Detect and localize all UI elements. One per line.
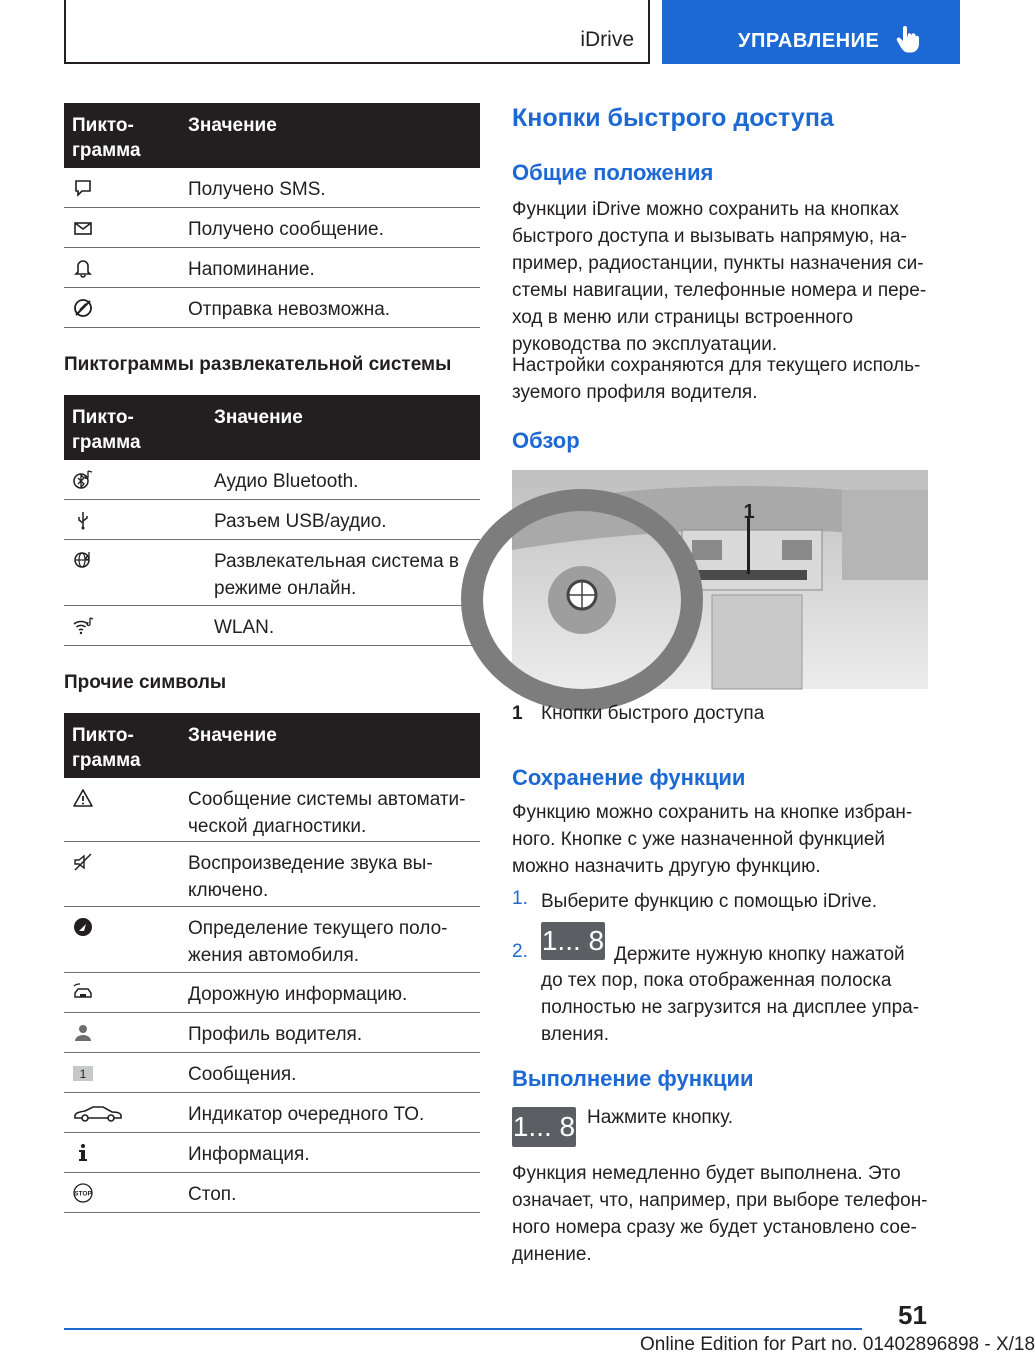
dashboard-illustration bbox=[512, 470, 928, 689]
header-meaning: Значение bbox=[188, 115, 277, 136]
driver-profile-icon bbox=[72, 1022, 94, 1044]
row-text: Разъем USB/аудио. bbox=[214, 511, 387, 532]
bell-icon bbox=[72, 257, 94, 279]
traffic-info-icon bbox=[72, 982, 94, 1004]
table-row bbox=[64, 248, 480, 288]
table-row bbox=[64, 500, 480, 540]
step-2-text-b: до тех пор, пока отображенная полоска полностью не загрузится на дисплее упра-вления. bbox=[541, 970, 920, 1045]
header-section-box bbox=[64, 0, 650, 64]
execute-press-text: Нажмите кнопку. bbox=[587, 1107, 734, 1128]
row-text: Развлекательная система в режиме онлайн. bbox=[214, 551, 460, 599]
row-text: Сообщения. bbox=[188, 1064, 297, 1085]
table-header bbox=[64, 103, 480, 168]
header-pictogram: Пикто- грамма bbox=[72, 725, 141, 771]
row-text: Воспроизведение звука вы- ключено. bbox=[188, 853, 433, 901]
table-row bbox=[64, 1013, 480, 1053]
table-row bbox=[64, 460, 480, 500]
caption-text: Кнопки быстрого доступа bbox=[541, 703, 765, 724]
table-row bbox=[64, 1053, 480, 1093]
table-header bbox=[64, 713, 480, 778]
row-text: Получено SMS. bbox=[188, 179, 326, 200]
caption-number: 1 bbox=[512, 703, 523, 724]
mute-icon bbox=[72, 851, 94, 873]
row-text: Дорожную информацию. bbox=[188, 984, 408, 1005]
page-title: Кнопки быстрого доступа bbox=[512, 104, 834, 132]
overview-heading: Обзор bbox=[512, 428, 580, 453]
hand-pointer-icon bbox=[896, 26, 920, 54]
speech-bubble-icon bbox=[72, 177, 94, 199]
messages-icon-label: 1 bbox=[79, 1067, 87, 1081]
stop-icon-label: STOP bbox=[74, 1190, 92, 1198]
table-row bbox=[64, 907, 480, 973]
step-2-number: 2. bbox=[512, 941, 528, 962]
favorites-key-label: 1... 8 bbox=[541, 925, 605, 956]
step-1-number: 1. bbox=[512, 888, 528, 909]
table-row bbox=[64, 778, 480, 842]
table-row bbox=[64, 1093, 480, 1133]
row-text: Аудио Bluetooth. bbox=[214, 471, 359, 492]
messages-icon bbox=[72, 1062, 94, 1084]
step-2-text-a: Держите нужную кнопку нажатой bbox=[614, 944, 905, 965]
table-row bbox=[64, 973, 480, 1013]
footer-rule bbox=[64, 1328, 862, 1330]
row-text: Получено сообщение. bbox=[188, 219, 384, 240]
page-number: 51 bbox=[898, 1300, 927, 1330]
table-row bbox=[64, 842, 480, 907]
row-text: Сообщение системы автомати- ческой диагностики. bbox=[188, 789, 466, 837]
service-car-icon bbox=[72, 1102, 124, 1124]
stop-icon bbox=[72, 1182, 94, 1204]
favorites-key-image-2 bbox=[512, 1107, 576, 1147]
table-row bbox=[64, 1173, 480, 1213]
execute-paragraph: Функция немедленно будет выполнена. Это означает, что, например, при выборе телефон-ного номера сразу же будет установлено сое-динение. bbox=[512, 1163, 928, 1265]
wlan-icon bbox=[72, 615, 94, 637]
save-paragraph: Функцию можно сохранить на кнопке избран-ного. Кнопке с уже назначенной функцией можно назначить другую функцию. bbox=[512, 802, 913, 877]
step-1-text: Выберите функцию с помощью iDrive. bbox=[541, 891, 877, 912]
other-symbols-heading: Прочие символы bbox=[64, 672, 227, 693]
header-section-title: iDrive bbox=[580, 28, 634, 51]
save-heading: Сохранение функции bbox=[512, 765, 746, 790]
table-row bbox=[64, 540, 480, 606]
table-row bbox=[64, 606, 480, 646]
dashboard-photo bbox=[512, 470, 928, 689]
location-icon bbox=[72, 916, 94, 938]
row-text: Индикатор очередного ТО. bbox=[188, 1104, 425, 1125]
send-disabled-icon bbox=[72, 297, 94, 319]
info-icon bbox=[72, 1142, 94, 1164]
other-symbols-table bbox=[64, 713, 480, 1213]
envelope-icon bbox=[72, 217, 94, 239]
row-text: Профиль водителя. bbox=[188, 1024, 363, 1045]
header-chapter-title: УПРАВЛЕНИЕ bbox=[738, 30, 880, 52]
row-text: WLAN. bbox=[214, 617, 275, 638]
table-row bbox=[64, 1133, 480, 1173]
header-pictogram: Пикто- грамма bbox=[72, 115, 141, 161]
general-paragraph-1: Функции iDrive можно сохранить на кнопках быстрого доступа и вызывать напрямую, на-пример, радиостанции, пункты назначения си-стемы навигации, телефонные номера и пере-ход в меню или страницы встроенного руководства по эксплуатации. bbox=[512, 199, 927, 355]
row-text: Напоминание. bbox=[188, 259, 315, 280]
row-text: Определение текущего поло- жения автомобиля. bbox=[188, 918, 448, 966]
messages-pictogram-table bbox=[64, 103, 480, 328]
online-entertainment-icon bbox=[72, 549, 94, 571]
row-text: Информация. bbox=[188, 1144, 310, 1165]
table-header bbox=[64, 395, 480, 460]
execute-heading: Выполнение функции bbox=[512, 1066, 754, 1091]
header-chapter-tab bbox=[662, 0, 960, 64]
footer-edition: Online Edition for Part no. 01402896898 - X/18 bbox=[640, 1334, 1035, 1355]
general-heading: Общие положения bbox=[512, 160, 714, 185]
header-meaning: Значение bbox=[214, 407, 303, 428]
table-row bbox=[64, 208, 480, 248]
header-meaning: Значение bbox=[188, 725, 277, 746]
bluetooth-audio-icon bbox=[72, 469, 94, 491]
usb-icon bbox=[72, 509, 94, 531]
warning-triangle-icon bbox=[72, 787, 94, 809]
general-paragraph-2: Настройки сохраняются для текущего исполь-зуемого профиля водителя. bbox=[512, 355, 921, 403]
header-pictogram: Пикто- грамма bbox=[72, 407, 141, 453]
table-row bbox=[64, 168, 480, 208]
table-row bbox=[64, 288, 480, 328]
row-text: Стоп. bbox=[188, 1184, 237, 1205]
entertainment-pictograms-heading: Пиктограммы развлекательной системы bbox=[64, 354, 452, 375]
favorites-key-image bbox=[541, 922, 605, 960]
entertainment-pictogram-table bbox=[64, 395, 480, 646]
photo-callout-1: 1 bbox=[743, 501, 755, 523]
row-text: Отправка невозможна. bbox=[188, 299, 391, 320]
favorites-key-label-2: 1... 8 bbox=[512, 1111, 576, 1142]
